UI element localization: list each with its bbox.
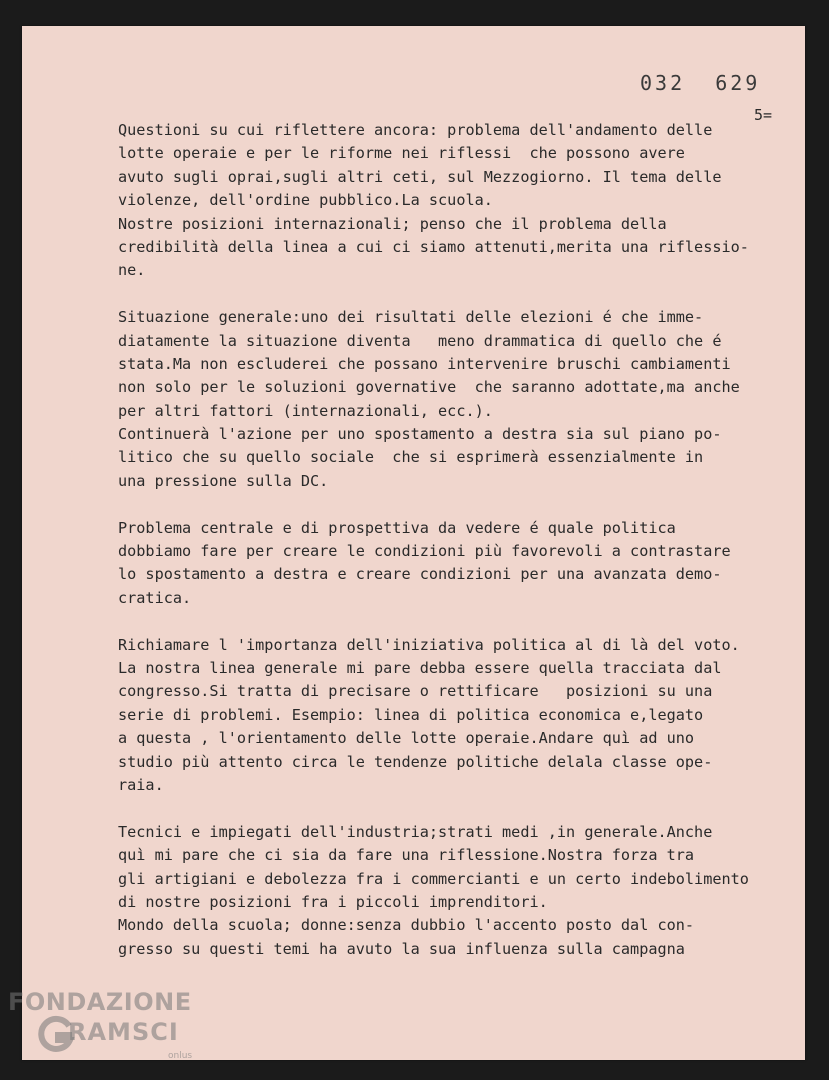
text-line: Situazione generale:uno dei risultati delle elezioni é che imme- bbox=[118, 308, 704, 327]
watermark-suffix: onlus bbox=[168, 1051, 193, 1061]
text-line: non solo per le soluzioni governative che saranno adottate,ma anche bbox=[118, 378, 740, 397]
text-line: cratica. bbox=[118, 588, 192, 607]
text-line: gresso su questi temi ha avuto la sua influenza sulla campagna bbox=[118, 939, 685, 958]
text-line: lotte operaie e per le riforme nei riflessi che possono avere bbox=[118, 144, 685, 163]
text-line: quì mi pare che ci sia da fare una riflessione.Nostra forza tra bbox=[118, 846, 695, 865]
text-line: Nostre posizioni internazionali; penso che il problema della bbox=[118, 214, 667, 233]
text-line: una pressione sulla DC. bbox=[118, 471, 329, 490]
text-line: ne. bbox=[118, 261, 146, 280]
watermark-line2: RAMSCI bbox=[68, 1018, 179, 1046]
text-line: gli artigiani e debolezza fra i commercianti e un certo indebolimento bbox=[118, 869, 749, 888]
paragraph-gap bbox=[118, 797, 798, 820]
text-line: dobbiamo fare per creare le condizioni più favorevoli a contrastare bbox=[118, 542, 731, 561]
text-line: diatamente la situazione diventa meno drammatica di quello che é bbox=[118, 331, 722, 350]
text-line: per altri fattori (internazionali, ecc.). bbox=[118, 401, 493, 420]
paragraph-gap bbox=[118, 493, 798, 516]
text-line: di nostre posizioni fra i piccoli imprenditori. bbox=[118, 892, 548, 911]
text-line: La nostra linea generale mi pare debba essere quella tracciata dal bbox=[118, 658, 722, 677]
text-line: avuto sugli oprai,sugli altri ceti, sul Mezzogiorno. Il tema delle bbox=[118, 167, 722, 186]
text-line: raia. bbox=[118, 775, 164, 794]
archive-number: 032 629 bbox=[640, 71, 761, 95]
typed-body-text bbox=[118, 119, 798, 961]
watermark-line1: FONDAZIONE bbox=[8, 988, 192, 1016]
text-line: Mondo della scuola; donne:senza dubbio l'accento posto dal con- bbox=[118, 916, 695, 935]
page-number: 5= bbox=[754, 106, 773, 124]
text-line: Richiamare l 'importanza dell'iniziativa politica al di là del voto. bbox=[118, 635, 740, 654]
text-line: litico che su quello sociale che si esprimerà essenzialmente in bbox=[118, 448, 704, 467]
text-line: stata.Ma non escluderei che possano intervenire bruschi cambiamenti bbox=[118, 354, 731, 373]
text-line: Continuerà l'azione per uno spostamento a destra sia sul piano po- bbox=[118, 425, 722, 444]
text-line: violenze, dell'ordine pubblico.La scuola. bbox=[118, 191, 493, 210]
text-line: studio più attento circa le tendenze politiche delala classe ope- bbox=[118, 752, 713, 771]
paragraph-gap bbox=[118, 283, 798, 306]
text-line: serie di problemi. Esempio: linea di politica economica e,legato bbox=[118, 705, 704, 724]
paragraph-gap bbox=[118, 610, 798, 633]
text-line: congresso.Si tratta di precisare o rettificare posizioni su una bbox=[118, 682, 713, 701]
text-line: Problema centrale e di prospettiva da vedere é quale politica bbox=[118, 518, 676, 537]
text-line: lo spostamento a destra e creare condizioni per una avanzata demo- bbox=[118, 565, 722, 584]
text-line: Tecnici e impiegati dell'industria;strati medi ,in generale.Anche bbox=[118, 822, 713, 841]
fondazione-gramsci-watermark bbox=[8, 988, 208, 1068]
text-line: a questa , l'orientamento delle lotte operaie.Andare quì ad uno bbox=[118, 729, 695, 748]
text-line: credibilità della linea a cui ci siamo attenuti,merita una riflessio- bbox=[118, 237, 749, 256]
text-line: Questioni su cui riflettere ancora: problema dell'andamento delle bbox=[118, 121, 713, 139]
